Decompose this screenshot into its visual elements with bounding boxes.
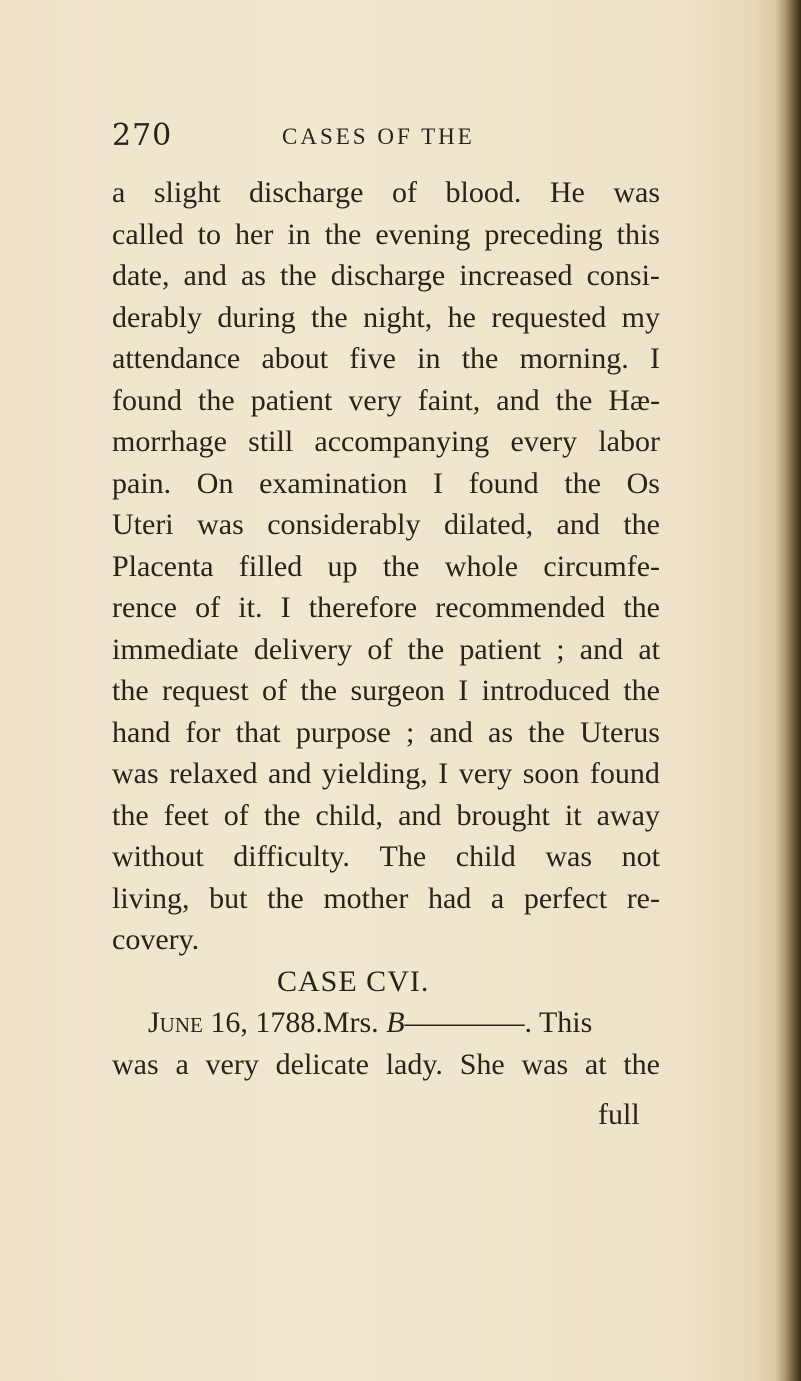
text-line: a slight discharge of blood. He was bbox=[112, 176, 660, 209]
text-line: living, but the mother had a perfect re- bbox=[112, 881, 660, 915]
text-line: the feet of the child, and brought it away bbox=[112, 798, 660, 832]
text-line: called to her in the evening preceding this bbox=[112, 217, 660, 251]
text-line: without difficulty. The child was not bbox=[112, 840, 660, 873]
body-text bbox=[112, 172, 660, 1085]
page-number: 270 bbox=[112, 118, 173, 153]
text-line: attendance about five in the morning. I bbox=[112, 342, 660, 375]
sentence-start: This bbox=[532, 1006, 593, 1039]
case-date-line bbox=[112, 1002, 660, 1044]
case-date-month: June bbox=[148, 1006, 203, 1039]
patient-name-dash: ————. bbox=[404, 1006, 533, 1039]
text-line: was a very delicate lady. She was at the bbox=[112, 1047, 660, 1081]
patient-name-prefix: Mrs. bbox=[322, 1006, 387, 1039]
text-line: pain. On examination I found the Os bbox=[112, 466, 660, 500]
text-line: Uteri was considerably dilated, and the bbox=[112, 508, 660, 541]
patient-initial: B bbox=[386, 1006, 405, 1039]
binding-edge bbox=[775, 0, 801, 1381]
case-heading: CASE CVI. bbox=[277, 964, 430, 998]
text-line: the request of the surgeon I introduced the bbox=[112, 674, 660, 707]
text-line: found the patient very faint, and the Hæ- bbox=[112, 383, 660, 417]
text-line: date, and as the discharge increased consi- bbox=[112, 259, 660, 292]
running-head: CASES OF THE bbox=[282, 124, 475, 149]
page-header bbox=[112, 118, 692, 168]
text-line: rence of it. I therefore recommended the bbox=[112, 591, 660, 624]
text-line: hand for that purpose ; and as the Uterus bbox=[112, 715, 660, 749]
text-line: covery. bbox=[112, 923, 200, 956]
text-line: derably during the night, he requested my bbox=[112, 300, 660, 334]
catchword: full bbox=[598, 1098, 640, 1131]
text-line: Placenta filled up the whole circumfe- bbox=[112, 549, 660, 583]
text-line: morrhage still accompanying every labor bbox=[112, 425, 660, 458]
case-date-rest: 16, 1788. bbox=[202, 1006, 323, 1039]
text-line: immediate delivery of the patient ; and at bbox=[112, 632, 660, 666]
text-line: was relaxed and yielding, I very soon found bbox=[112, 757, 660, 790]
